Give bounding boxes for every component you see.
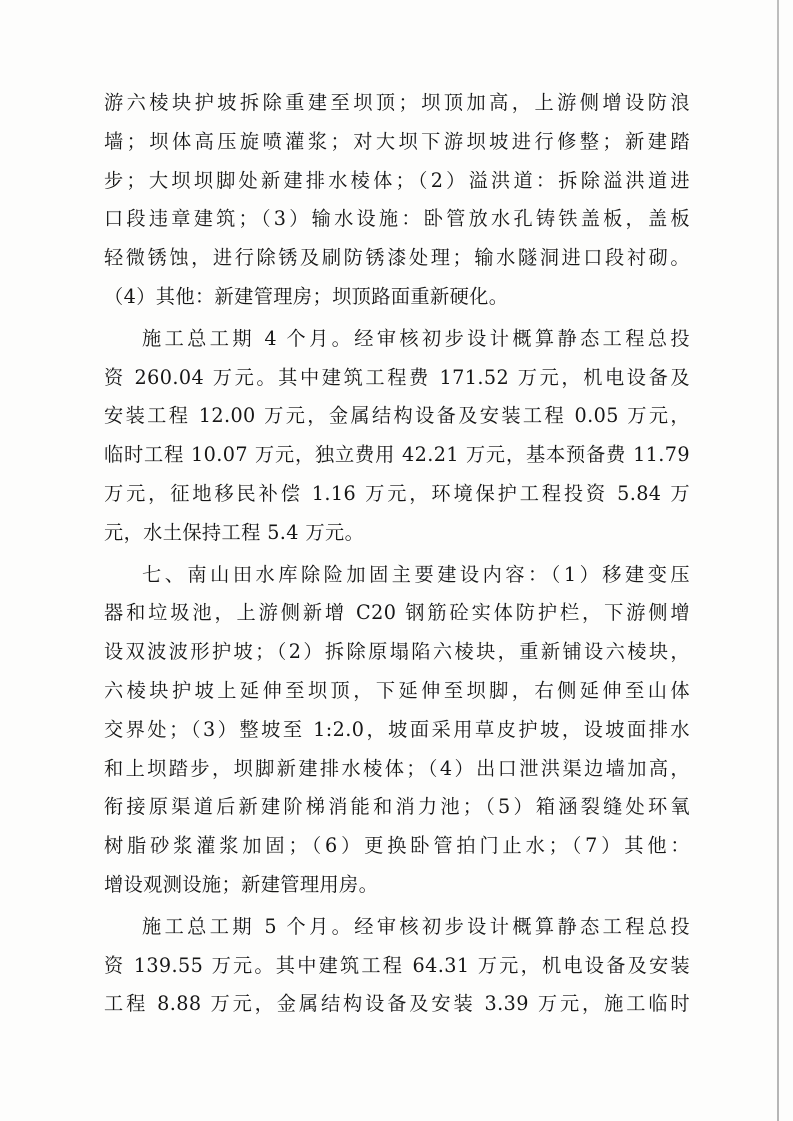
- paragraph-1: [104, 84, 690, 317]
- text-line: 资 139.55 万元。其中建筑工程 64.31 万元，机电设备及安装: [104, 953, 690, 977]
- text-line: 器和垃圾池，上游侧新增 C20 钢筋砼实体防护栏，下游侧增: [104, 601, 690, 625]
- text-line: 施工总工期 5 个月。经审核初步设计概算静态工程总投: [142, 914, 690, 938]
- text-line: 墙；坝体高压旋喷灌浆；对大坝下游坝坡进行修整；新建踏: [104, 129, 690, 153]
- text-line: 衔接原渠道后新建阶梯消能和消力池；（5）箱涵裂缝处环氧: [104, 795, 690, 819]
- text-line: 游六棱块护坡拆除重建至坝顶；坝顶加高，上游侧增设防浪: [104, 91, 690, 114]
- text-line: 安装工程 12.00 万元，金属结构设备及安装工程 0.05 万元，: [104, 404, 690, 428]
- scan-edge-line: [777, 0, 779, 1121]
- text-line: 和上坝踏步，坝脚新建排水棱体；（4）出口泄洪渠边墙加高，: [104, 756, 690, 780]
- text-line: 元，水土保持工程 5.4 万元。: [104, 520, 365, 544]
- text-line: 工程 8.88 万元，金属结构设备及安装 3.39 万元，施工临时: [104, 992, 690, 1016]
- text-line: 施工总工期 4 个月。经审核初步设计概算静态工程总投: [142, 326, 690, 350]
- text-line: 轻微锈蚀，进行除锈及刷防锈漆处理；输水隧洞进口段衬砌。: [104, 246, 690, 270]
- text-line: 临时工程 10.07 万元，独立费用 42.21 万元，基本预备费 11.79: [104, 443, 690, 467]
- paragraph-3: [104, 556, 690, 905]
- text-line: 树脂砂浆灌浆加固；（6）更换卧管拍门止水；（7）其他：: [104, 834, 690, 858]
- paragraph-4: [104, 908, 690, 1024]
- text-line: 万元，征地移民补偿 1.16 万元，环境保护工程投资 5.84 万: [104, 481, 690, 505]
- document-body: [104, 84, 690, 1024]
- text-line: 交界处；（3）整坡至 1:2.0，坡面采用草皮护坡，设坡面排水: [104, 717, 690, 741]
- text-line: 资 260.04 万元。其中建筑工程费 171.52 万元，机电设备及: [104, 365, 690, 389]
- text-line: 口段违章建筑；（3）输水设施：卧管放水孔铸铁盖板，盖板: [104, 207, 690, 231]
- text-line: 步；大坝坝脚处新建排水棱体；（2）溢洪道：拆除溢洪道进: [104, 168, 690, 192]
- text-line: 增设观测设施；新建管理用房。: [104, 872, 379, 896]
- text-line: （4）其他：新建管理房；坝顶路面重新硬化。: [104, 284, 509, 308]
- text-line: 六棱块护坡上延伸至坝顶，下延伸至坝脚，右侧延伸至山体: [104, 678, 690, 702]
- text-line: 七、南山田水库除险加固主要建设内容：（1）移建变压: [142, 562, 690, 586]
- text-line: 设双波波形护坡；（2）拆除原塌陷六棱块，重新铺设六棱块，: [104, 640, 690, 664]
- paragraph-2: [104, 320, 690, 553]
